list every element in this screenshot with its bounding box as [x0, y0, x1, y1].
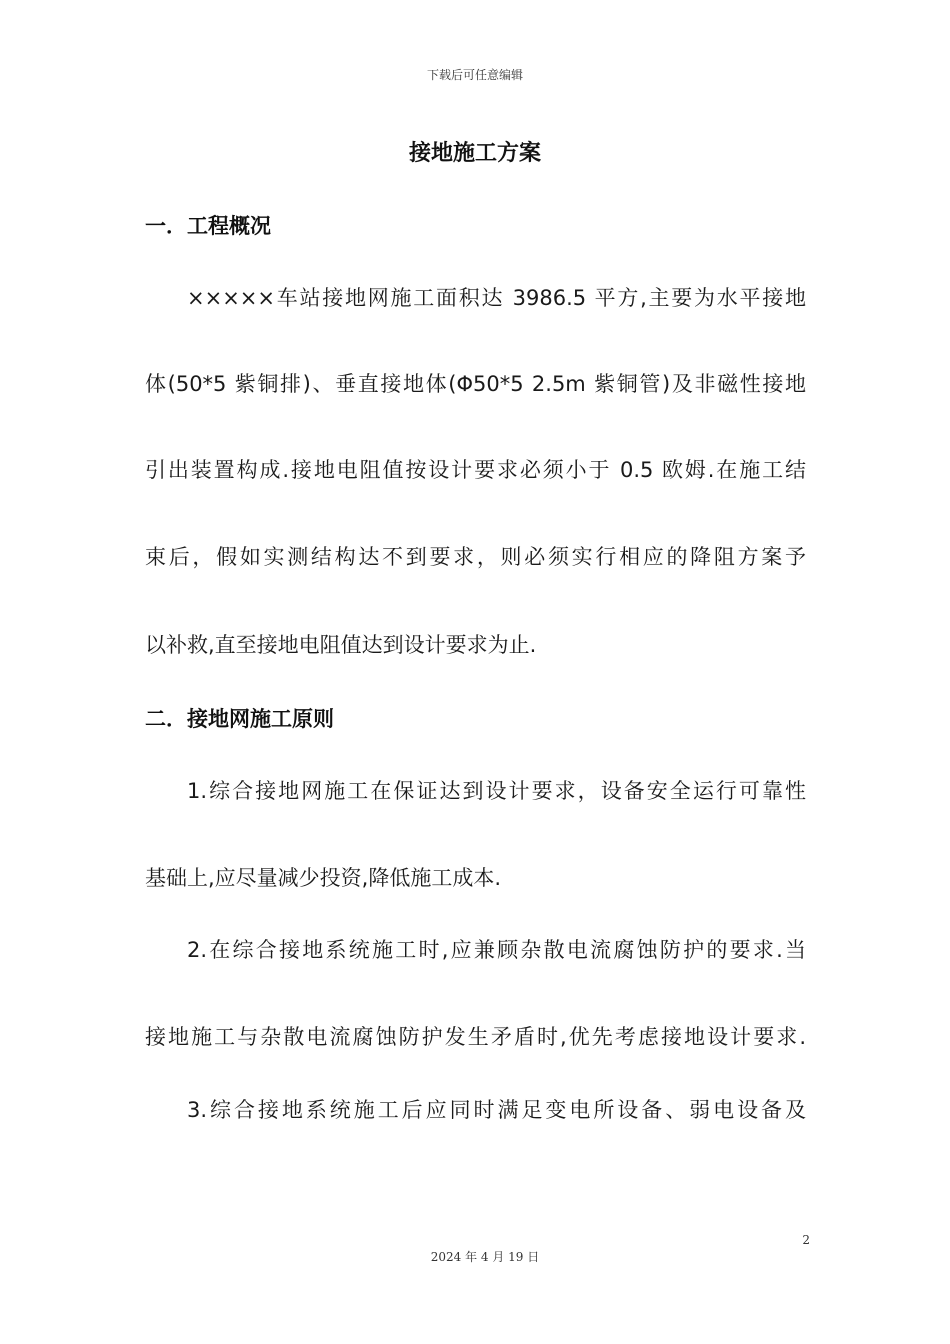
paragraph-line: 引出装置构成.接地电阻值按设计要求必须小于 0.5 欧姆.在施工结	[145, 458, 806, 482]
paragraph-line: 体(50*5 紫铜排)、垂直接地体(Φ50*5 2.5m 紫铜管)及非磁性接地	[145, 372, 806, 396]
paragraph-line: 以补救,直至接地电阻值达到设计要求为止.	[145, 633, 537, 657]
paragraph-line: 基础上,应尽量减少投资,降低施工成本.	[145, 866, 502, 890]
paragraph-line: 束后，假如实测结构达不到要求，则必须实行相应的降阻方案予	[145, 545, 806, 569]
paragraph-line: 2.在综合接地系统施工时,应兼顾杂散电流腐蚀防护的要求.当	[187, 938, 806, 962]
section-heading-overview: 一．工程概况	[145, 214, 271, 238]
header-note: 下载后可任意编辑	[426, 68, 523, 82]
paragraph-line: 1.综合接地网施工在保证达到设计要求，设备安全运行可靠性	[187, 779, 806, 803]
section-heading-principles: 二．接地网施工原则	[145, 707, 334, 731]
page-number: 2	[802, 1233, 810, 1247]
footer-date: 2024 年 4 月 19 日	[430, 1250, 540, 1264]
document-title: 接地施工方案	[408, 141, 541, 166]
paragraph-line: ×××××车站接地网施工面积达 3986.5 平方,主要为水平接地	[187, 286, 806, 310]
paragraph-line: 3.综合接地系统施工后应同时满足变电所设备、弱电设备及	[187, 1098, 806, 1122]
paragraph-line: 接地施工与杂散电流腐蚀防护发生矛盾时,优先考虑接地设计要求.	[145, 1025, 806, 1049]
